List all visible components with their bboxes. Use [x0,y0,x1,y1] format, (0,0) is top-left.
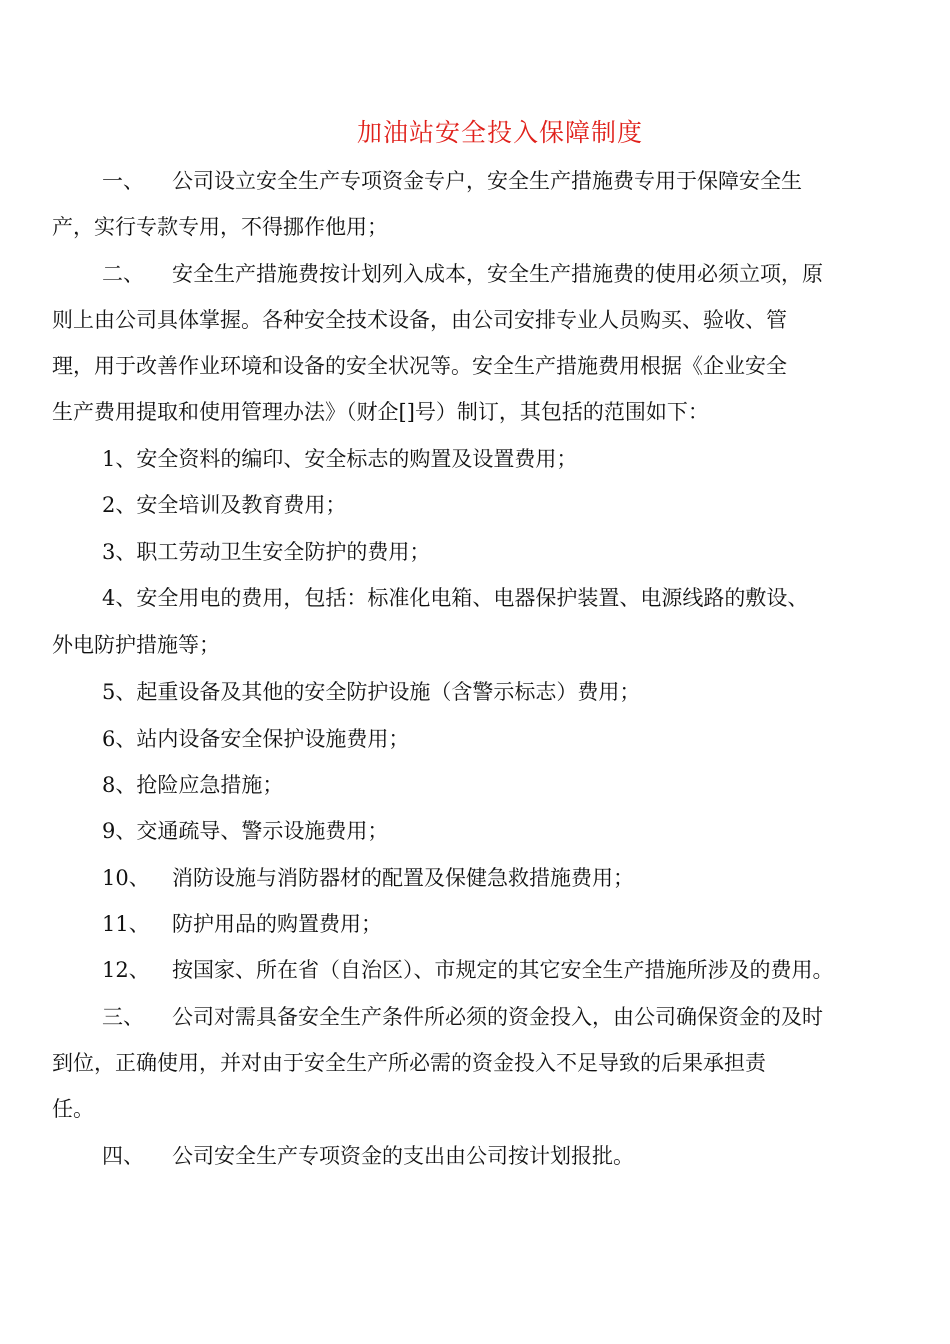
list-item: 4、安全用电的费用，包括：标准化电箱、电器保护装置、电源线路的敷设、 [102,586,809,610]
section-2-marker: 二、 [102,262,144,286]
section-1-line: 产，实行专款专用，不得挪作他用； [52,215,388,239]
section-3-line: 到位，正确使用，并对由于安全生产所必需的资金投入不足导致的后果承担责 [52,1051,766,1075]
section-1-text: 公司设立安全生产专项资金专户，安全生产措施费专用于保障安全生 [172,169,802,193]
list-item-marker: 11、 [102,912,150,936]
section-4-marker: 四、 [102,1144,144,1168]
list-item-text: 防护用品的购置费用； [172,912,382,936]
list-item [102,955,834,985]
list-item [102,909,382,939]
list-item: 9、交通疏导、警示设施费用； [102,819,389,843]
section-2-line: 则上由公司具体掌握。各种安全技术设备，由公司安排专业人员购买、验收、管 [52,308,787,332]
section-2-line: 生产费用提取和使用管理办法》（财企[]号）制订，其包括的范围如下： [52,400,709,424]
section-1-first-line [102,166,802,196]
section-2-line: 理，用于改善作业环境和设备的安全状况等。安全生产措施费用根据《企业安全 [52,354,787,378]
section-3-line: 任。 [52,1097,94,1121]
section-2-text: 安全生产措施费按计划列入成本，安全生产措施费的使用必须立项，原 [172,262,823,286]
list-item-text: 消防设施与消防器材的配置及保健急救措施费用； [172,866,634,890]
list-item: 1、安全资料的编印、安全标志的购置及设置费用； [102,447,578,471]
section-4-first-line [102,1141,634,1171]
section-1-marker: 一、 [102,169,144,193]
list-item-marker: 10、 [102,866,150,890]
section-2-first-line [102,259,823,289]
section-3-text: 公司对需具备安全生产条件所必须的资金投入，由公司确保资金的及时 [172,1005,823,1029]
list-item-continuation: 外电防护措施等； [52,633,220,657]
list-item-text: 按国家、所在省（自治区）、市规定的其它安全生产措施所涉及的费用。 [172,958,834,982]
list-item: 3、职工劳动卫生安全防护的费用； [102,540,431,564]
section-3-first-line [102,1002,823,1032]
list-item [102,863,634,893]
section-4-text: 公司安全生产专项资金的支出由公司按计划报批。 [172,1144,634,1168]
section-3-marker: 三、 [102,1005,144,1029]
list-item: 8、抢险应急措施； [102,773,284,797]
list-item: 6、站内设备安全保护设施费用； [102,727,410,751]
list-item-marker: 12、 [102,958,150,982]
document-title: 加油站安全投入保障制度 [356,118,643,147]
list-item: 5、起重设备及其他的安全防护设施（含警示标志）费用； [102,680,641,704]
list-item: 2、安全培训及教育费用； [102,493,347,517]
